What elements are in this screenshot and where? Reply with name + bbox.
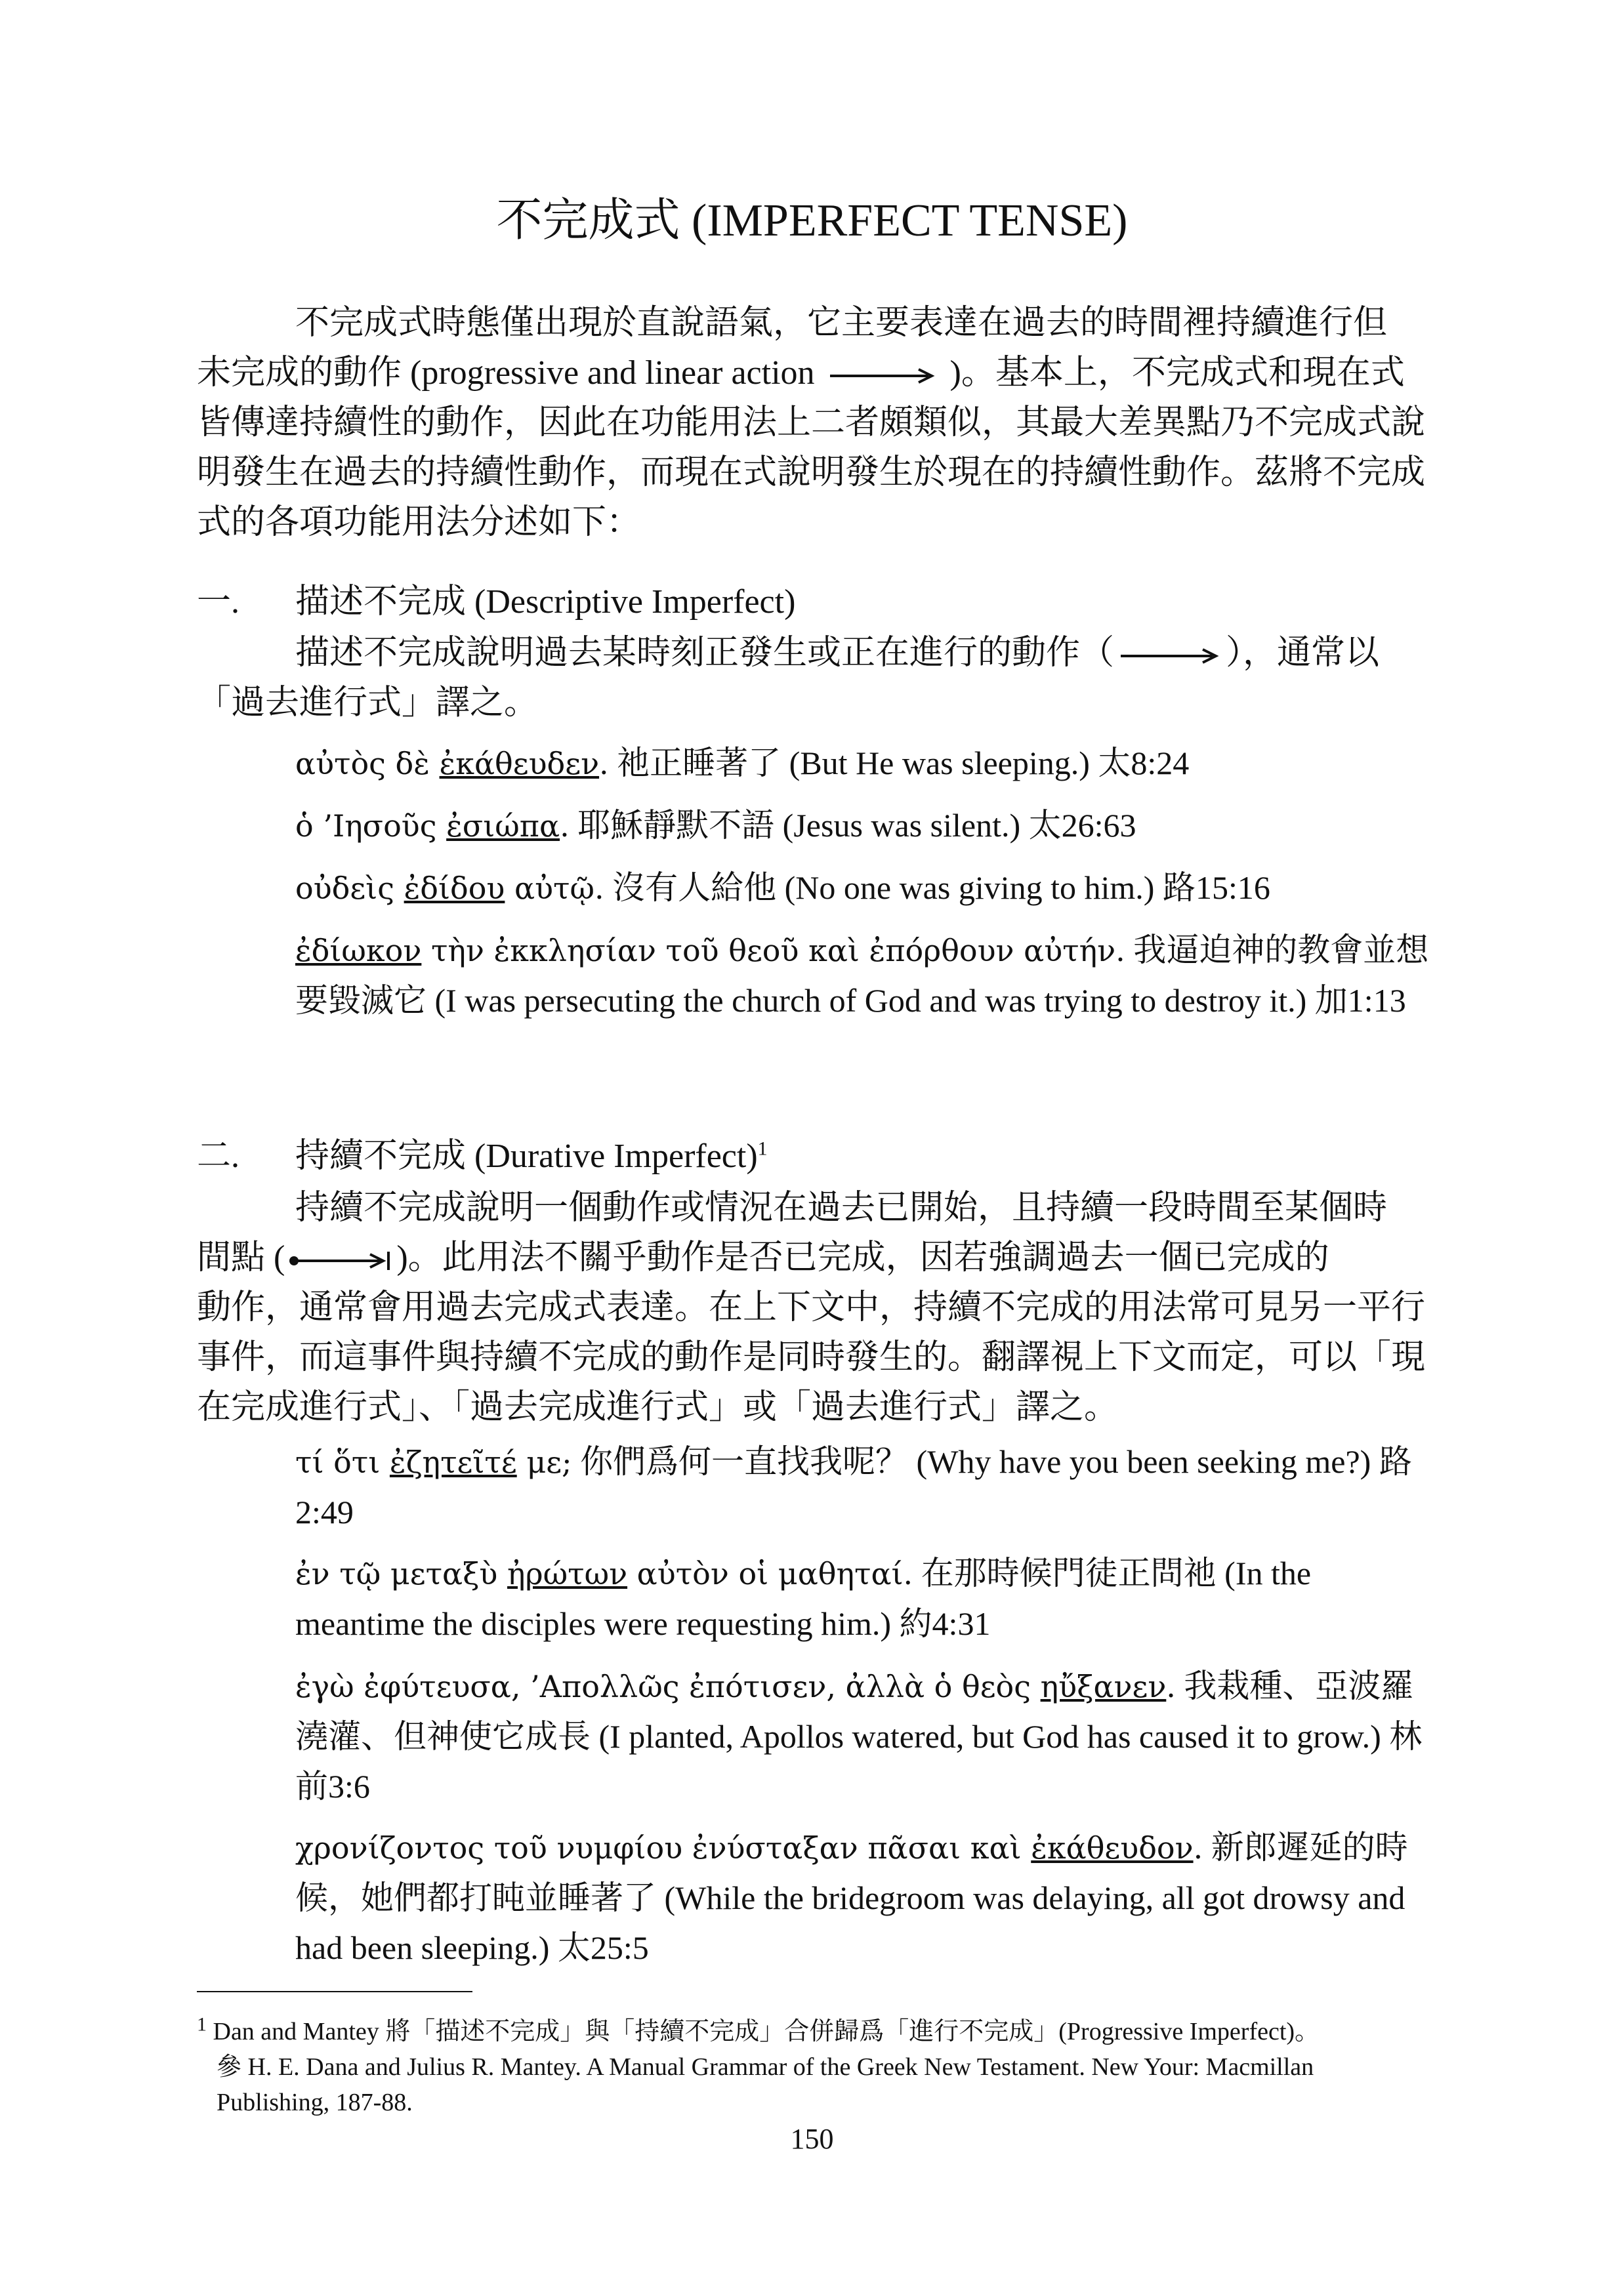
section-2-desc-rest: 動作，通常會用過去完成式表達。在上下文中，持續不完成的用法常可見另一平行事件，而這事件與持續不完成的動作是同時發生的。翻譯視上下文而定，可以「現在完成進行式」、「過去完成進行式」或「過去進行式」譯之。 xyxy=(197,1289,1426,1426)
translation: 我栽種、亞波羅澆灌、但神使它成長 (I planted, Apollos watered, but God has caused it to grow.) 林前3:6 xyxy=(295,1668,1423,1805)
translation: 祂正睡著了 (But He was sleeping.) 太8:24 xyxy=(608,745,1190,781)
translation: 沒有人給他 (No one was giving to him.) 路15:16 xyxy=(604,869,1270,906)
section-1-heading xyxy=(197,577,795,627)
greek-verb: ἐκάθευδεν xyxy=(439,746,600,781)
section-1-desc-b: ），通常以 xyxy=(1226,634,1380,672)
intro-line-2 xyxy=(197,348,1444,398)
intro-text-1: 不完成式時態僅出現於直說語氣，它主要表達在過去的時間裡持續進行但 xyxy=(295,304,1388,342)
section-1-desc-a: 描述不完成說明過去某時刻正發生或正在進行的動作（ xyxy=(295,634,1115,672)
section-2-number: 二. xyxy=(197,1138,240,1175)
greek-text: με; xyxy=(516,1445,572,1480)
footnote-text-1: Dan and Mantey 將「描述不完成」與「持續不完成」合併歸爲「進行不完成」(Progressive Imperfect)。 xyxy=(207,2018,1320,2045)
footnote-reference: 1 xyxy=(757,1138,768,1160)
greek-text: ὁ ’Ιησοῦς xyxy=(295,808,447,844)
intro-rest: 皆傳達持續性的動作，因此在功能用法上二者頗類似，其最大差異點乃不完成式說明發生在過去的持續性動作，而現在式說明發生於現在的持續性動作。茲將不完成式的各項功能用法分述如下： xyxy=(197,404,1426,541)
greek-text: ἐν τῷ μεταξὺ xyxy=(295,1556,508,1591)
footnote-divider xyxy=(197,1991,472,1992)
footnote-line-3: Publishing, 187-88. xyxy=(217,2089,413,2116)
footnote-line-2: 參 H. E. Dana and Julius R. Mantey. A Manual Grammar of the Greek New Testament. New Your: Macmillan xyxy=(217,2053,1314,2081)
translation: 耶穌靜默不語 (Jesus was silent.) 太26:63 xyxy=(569,807,1136,844)
greek-verb: ἐσιώπα xyxy=(446,808,560,844)
translation: 新郎遲延的時候，她們都打盹並睡著了 (While the bridegroom was delaying, all got drowsy and had been sleeping.) 太25:5 xyxy=(295,1829,1408,1966)
example-2-4 xyxy=(295,1822,1444,1973)
greek-text: ἐγὼ ἐφύτευσα, ’Απολλῶς ἐπότισεν, ἀλλὰ ὁ θεὸς xyxy=(295,1669,1041,1704)
greek-text: αὐτῷ. xyxy=(505,871,604,906)
section-1-description xyxy=(197,628,1444,728)
example-1-3 xyxy=(295,863,1444,913)
example-2-2 xyxy=(295,1548,1444,1649)
page-number: 150 xyxy=(790,2123,834,2155)
section-2-heading xyxy=(197,1132,768,1181)
section-2-title: 持續不完成 (Durative Imperfect) xyxy=(295,1138,758,1175)
translation: 你們爲何一直找我呢？ (Why have you been seeking me?) 路2:49 xyxy=(295,1443,1412,1530)
progress-arrow-icon xyxy=(1114,646,1226,666)
intro-text-2b: )。基本上，不完成式和現在式 xyxy=(949,354,1405,392)
greek-verb: ἐζητεῖτέ xyxy=(389,1445,517,1480)
linear-action-arrow-icon xyxy=(823,366,942,386)
example-1-2 xyxy=(295,800,1444,851)
page-title: 不完成式 (IMPERFECT TENSE) xyxy=(496,195,1128,246)
translation: 在那時候門徒正問祂 (In the meantime the disciples were requesting him.) 約4:31 xyxy=(295,1555,1312,1642)
example-1-1 xyxy=(295,738,1444,789)
greek-text: χρονίζοντος τοῦ νυμφίου ἐνύσταξαν πᾶσαι καὶ xyxy=(295,1830,1031,1866)
section-2-desc-line-2 xyxy=(197,1233,1444,1283)
greek-text: αὐτὸς δὲ xyxy=(295,746,440,781)
greek-text: . xyxy=(599,746,609,781)
section-1-desc-c: 「過去進行式」譯之。 xyxy=(197,684,539,722)
footnote-line-1 xyxy=(197,2014,1444,2049)
example-2-3 xyxy=(295,1661,1444,1811)
greek-verb: ἐδίδου xyxy=(404,871,505,906)
section-2-desc-1: 持續不完成說明一個動作或情況在過去已開始，且持續一段時間至某個時 xyxy=(295,1189,1388,1227)
greek-text: οὐδεὶς xyxy=(295,871,404,906)
greek-verb: ἐδίωκον xyxy=(295,933,422,968)
greek-verb: ηὔξανεν xyxy=(1040,1669,1167,1704)
greek-text: τὴν ἐκκλησίαν τοῦ θεοῦ καὶ ἐπόρθουν αὐτήν. xyxy=(421,933,1125,968)
example-2-1 xyxy=(295,1437,1444,1537)
greek-text: . xyxy=(560,808,570,844)
example-1-4 xyxy=(295,925,1444,1025)
durative-arrow-icon xyxy=(285,1248,396,1274)
section-2-desc-line-1 xyxy=(197,1183,1444,1233)
greek-text: τί ὅτι xyxy=(295,1445,390,1480)
greek-text: . xyxy=(1166,1669,1176,1704)
section-2-desc-b: )。此用法不關乎動作是否已完成，因若強調過去一個已完成的 xyxy=(396,1239,1329,1277)
footnote-number: 1 xyxy=(197,2013,207,2036)
greek-text: . xyxy=(1193,1830,1203,1866)
translation: 我逼迫神的教會並想要毀滅它 (I was persecuting the church of God and was trying to destroy it.) 加1:13 xyxy=(295,932,1429,1019)
greek-verb: ἠρώτων xyxy=(507,1556,628,1591)
greek-text: αὐτὸν οἱ μαθηταί. xyxy=(627,1556,913,1591)
intro-line-1 xyxy=(197,298,1444,348)
intro-text-2a: 未完成的動作 (progressive and linear action xyxy=(197,354,815,392)
section-1-number: 一. xyxy=(197,583,240,621)
section-1-title: 描述不完成 (Descriptive Imperfect) xyxy=(295,583,796,621)
section-2-desc-a: 間點 ( xyxy=(197,1239,285,1277)
greek-verb: ἐκάθευδον xyxy=(1031,1830,1194,1866)
